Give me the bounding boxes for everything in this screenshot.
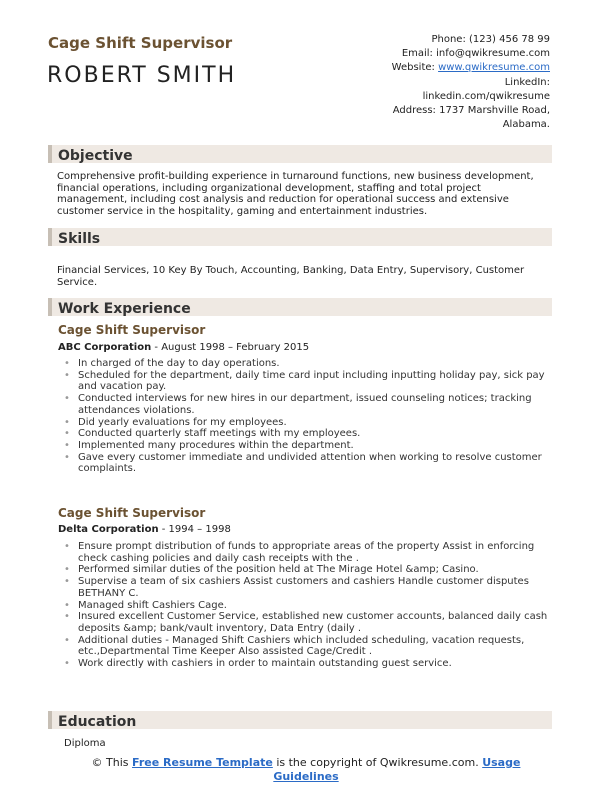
list-item: • Conducted quarterly staff meetings with my employees. <box>62 428 548 440</box>
usage-link[interactable]: Usage <box>482 756 521 769</box>
list-item: • Implemented many procedures within the department. <box>62 440 548 452</box>
contact-email <box>310 47 550 61</box>
list-item: • Managed shift Cashiers Cage. <box>62 600 548 612</box>
job-1-title: Cage Shift Supervisor <box>58 323 206 337</box>
job-2-company: Delta Corporation <box>58 524 159 535</box>
list-item: • Performed similar duties of the position held at The Mirage Hotel &amp; Casino. <box>62 564 548 576</box>
list-item: • Scheduled for the department, daily time card input including inputting holiday pay, sick pay and vacation pay. <box>62 370 548 393</box>
skills-heading: Skills <box>58 231 101 247</box>
address-line-2: Alabama. <box>502 119 550 131</box>
linkedin-value: linkedin.com/qwikresume <box>422 90 550 102</box>
phone-label: Phone: <box>431 34 466 45</box>
education-degree: Diploma <box>64 738 106 749</box>
list-item: • Gave every customer immediate and undivided attention when working to resolve customer complaints. <box>62 452 548 475</box>
website-label: Website: <box>391 62 435 74</box>
job-2-dates: - 1994 – 1998 <box>158 524 231 535</box>
copyright-footer <box>48 756 564 784</box>
email-label: Email: <box>401 48 433 60</box>
address-label: Address: <box>392 105 436 117</box>
job-1-duties <box>62 358 548 475</box>
footer-middle: is the copyright of Qwikresume.com. <box>272 756 483 769</box>
job-2-duties <box>62 541 548 670</box>
phone-value: (123) 456 78 99 <box>469 34 550 45</box>
job-1-company-line <box>58 342 309 353</box>
website-link[interactable]: www.qwikresume.com <box>438 62 550 74</box>
objective-heading: Objective <box>58 148 133 164</box>
objective-section-header <box>48 145 552 163</box>
free-resume-template-link[interactable]: Free Resume Template <box>132 756 273 769</box>
work-experience-heading: Work Experience <box>58 301 191 317</box>
skills-text: Financial Services, 10 Key By Touch, Accounting, Banking, Data Entry, Supervisory, Customer Service. <box>57 265 525 288</box>
contact-address <box>310 104 550 118</box>
list-item: • In charged of the day to day operations. <box>62 358 548 370</box>
list-item: • Work directly with cashiers in order to maintain outstanding guest service. <box>62 658 548 670</box>
linkedin-label: LinkedIn: <box>504 76 550 88</box>
work-experience-section-header <box>48 298 552 316</box>
job-1-dates: - August 1998 – February 2015 <box>151 342 310 353</box>
job-2-title: Cage Shift Supervisor <box>58 506 206 520</box>
list-item: • Supervise a team of six cashiers Assist customers and cashiers Handle customer disputes BETHANY C. <box>62 576 548 599</box>
education-section-header <box>48 711 552 729</box>
contact-website <box>310 61 550 75</box>
contact-block <box>310 33 550 132</box>
education-heading: Education <box>58 714 137 730</box>
contact-phone <box>310 33 550 47</box>
email-value: info@qwikresume.com <box>436 48 550 60</box>
candidate-name: ROBERT SMITH <box>47 63 237 88</box>
address-line-1: 1737 Marshville Road, <box>439 105 550 117</box>
skills-section-header <box>48 228 552 246</box>
resume-job-title: Cage Shift Supervisor <box>48 34 233 52</box>
job-2-company-line <box>58 524 231 535</box>
list-item: • Insured excellent Customer Service, established new customer accounts, balanced daily cash deposits &amp; bank/vault inventory, Data Entry (daily . <box>62 611 548 634</box>
footer-prefix: © This <box>91 756 133 769</box>
list-item: • Did yearly evaluations for my employees. <box>62 417 548 429</box>
job-1-company: ABC Corporation <box>58 342 152 353</box>
objective-text: Comprehensive profit-building experience in turnaround functions, new business development, financial operations, including organizational development, staffing and total project management, including cost analysis and reduction for operational success and extensive customer service in the hospitality, gaming and entertainment industries. <box>57 171 534 217</box>
guidelines-link[interactable]: Guidelines <box>273 770 339 783</box>
list-item: • Ensure prompt distribution of funds to appropriate areas of the property Assist in enforcing check cashing policies and daily cash receipts with the . <box>62 541 548 564</box>
list-item: • Conducted interviews for new hires in our department, issued counseling notices; tracking attendances violations. <box>62 393 548 416</box>
list-item: • Additional duties - Managed Shift Cashiers which included scheduling, vacation requests, etc.,Departmental Time Keeper Also assisted Cage/Credit . <box>62 635 548 658</box>
